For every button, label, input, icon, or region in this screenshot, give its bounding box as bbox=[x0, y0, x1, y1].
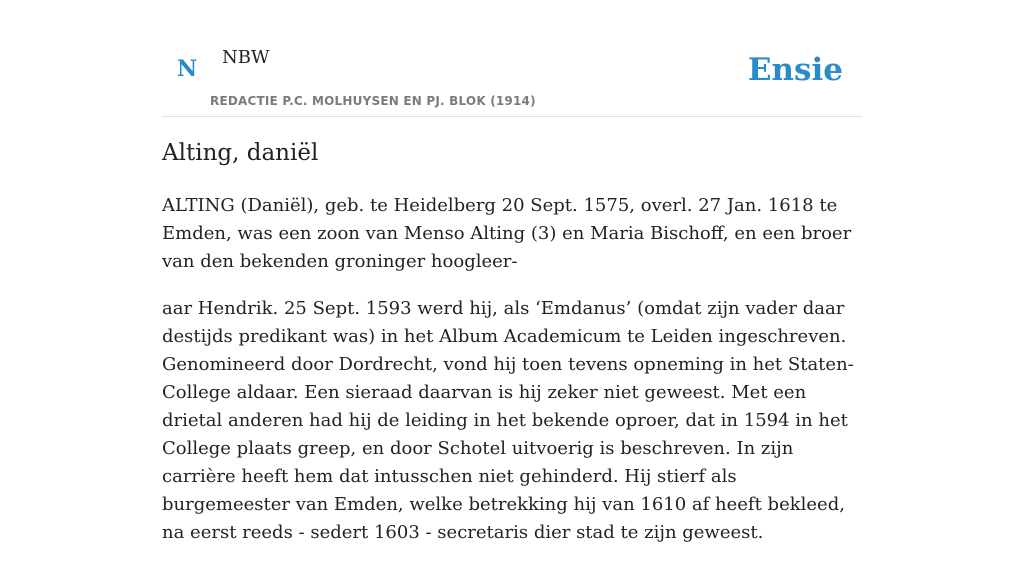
article-title: Alting, daniël bbox=[162, 140, 319, 166]
nbw-logo-icon[interactable]: N bbox=[177, 56, 198, 82]
source-editors: REDACTIE P.C. MOLHUYSEN EN PJ. BLOK (1914) bbox=[210, 94, 536, 108]
article-paragraph: aar Hendrik. 25 Sept. 1593 werd hij, als ‘Emdanus’ (omdat zijn vader daar destijds predikant was) in het Album Academicum te Leiden ingeschreven. Genomineerd door Dordrecht, vond hij toen tevens opneming in het Staten-College aldaar. Een sieraad daarvan is hij zeker niet geweest. Met een drietal anderen had hij de leiding in het bekende oproer, dat in 1594 in het College plaats greep, en door Schotel uitvoerig is beschreven. In zijn carrière heeft hem dat intusschen niet gehinderd. Hij stierf als burgemeester van Emden, welke betrekking hij van 1610 af heeft bekleed, na eerst reeds - sedert 1603 - secretaris dier stad te zijn geweest. bbox=[162, 298, 854, 543]
ensie-logo[interactable]: Ensie bbox=[747, 52, 843, 88]
header bbox=[162, 0, 862, 117]
article-paragraph: ALTING (Daniël), geb. te Heidelberg 20 Sept. 1575, overl. 27 Jan. 1618 te Emden, was een zoon van Menso Alting (3) en Maria Bischoff, en een broer van den bekenden groninger hoogleer- bbox=[162, 195, 852, 272]
article-body bbox=[162, 192, 862, 566]
source-title[interactable]: NBW bbox=[222, 47, 270, 68]
